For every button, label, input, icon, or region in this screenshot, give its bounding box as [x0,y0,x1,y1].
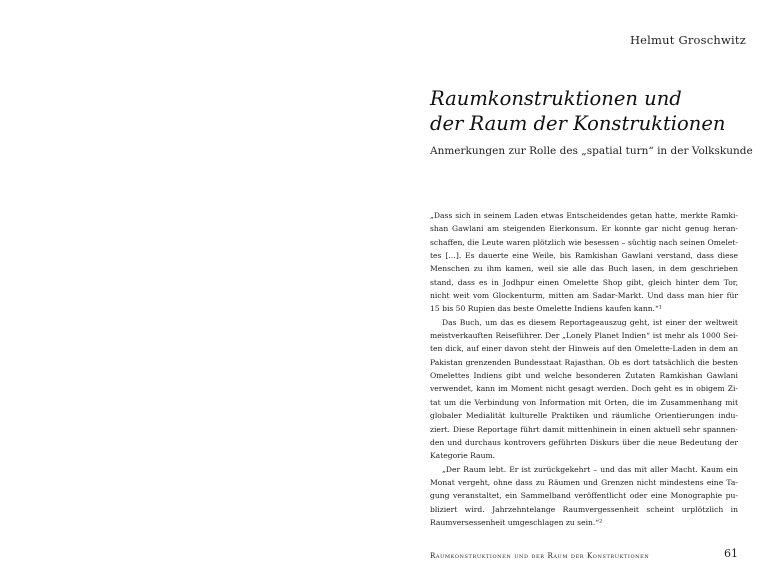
body-line: verwendet, kann im Moment nicht gesagt werden. Doch geht es in obigem Zi- [430,384,738,394]
body-line: globaler Medialität kulturelle Praktiken und räumliche Orientierungen indu- [430,411,738,421]
body-line: „Dass sich in seinem Laden etwas Entscheidendes getan hatte, merkte Ramki- [430,211,738,220]
article-title [430,86,760,136]
body-line: Kategorie Raum. [430,451,496,461]
body-line: bliziert wird. Jahrzehntelange Raumvergessenheit scheint urplötzlich in [430,504,738,514]
running-footer-title: Raumkonstruktionen und der Raum der Konstruktionen [430,552,650,560]
body-line: stand, dass es in Jodhpur einen Omelette Shop gibt, gleich hinter dem Tor, [430,277,738,287]
body-line: meistverkauften Reiseführer. Der „Lonely Planet Indien“ ist mehr als 1000 Sei- [430,331,738,341]
body-line: ten dick, auf einer davon steht der Hinweis auf den Omelette-Laden in dem an [430,344,738,354]
body-line: gung veranstaltet, ein Sammelband veröffentlicht oder eine Monographie pu- [430,491,738,501]
body-line: Raumversessenheit umgeschlagen zu sein.“² [430,517,603,527]
body-text [430,209,738,529]
body-line: tes […]. Es dauerte eine Weile, bis Ramkishan Gawlani verstand, dass diese [430,251,738,261]
article-subtitle: Anmerkungen zur Rolle des „spatial turn“ in der Volkskunde [430,145,753,157]
body-line: „Der Raum lebt. Er ist zurückgekehrt – und das mit aller Macht. Kaum ein [442,464,738,474]
body-line: Menschen zu ihm kamen, weil sie alle das Buch lasen, in dem geschrieben [430,264,738,274]
body-line: 15 bis 50 Rupien das beste Omelette Indiens kaufen kann.“¹ [430,304,662,314]
body-line: Pakistan grenzenden Bundesstaat Rajasthan. Ob es dort tatsächlich die besten [430,357,738,367]
author-name: Helmut Groschwitz [629,33,746,47]
title-line-1: Raumkonstruktionen und [430,87,682,110]
body-line: schaffen, die Leute waren plötzlich wie besessen – süchtig nach seinen Omelet- [430,237,738,247]
body-line: Das Buch, um das es diesem Reportageauszug geht, ist einer der weltweit [442,317,738,327]
body-line: tat um die Verbindung von Information mit Orten, die im Zusammenhang mit [430,397,738,407]
body-line: Monat vergeht, ohne dass zu Räumen und Grenzen nicht mindestens eine Ta- [430,477,738,487]
body-line: den und durchaus kontrovers geführten Diskurs über die neue Bedeutung der [430,437,738,447]
body-line: shan Gawlani am steigenden Eierkonsum. Er konnte gar nicht genug heran- [430,224,738,234]
body-line: ziert. Diese Reportage führt damit mittenhinein in einen aktuell sehr spannen- [430,424,738,434]
page-number: 61 [724,547,738,560]
title-line-2: der Raum der Konstruktionen [430,112,726,135]
body-line: nicht weit vom Glockenturm, mitten am Sadar-Markt. Und dass man hier für [430,291,738,301]
body-line: Omelettes Indiens gibt und welche besonderen Zutaten Ramkishan Gawlani [430,371,738,381]
